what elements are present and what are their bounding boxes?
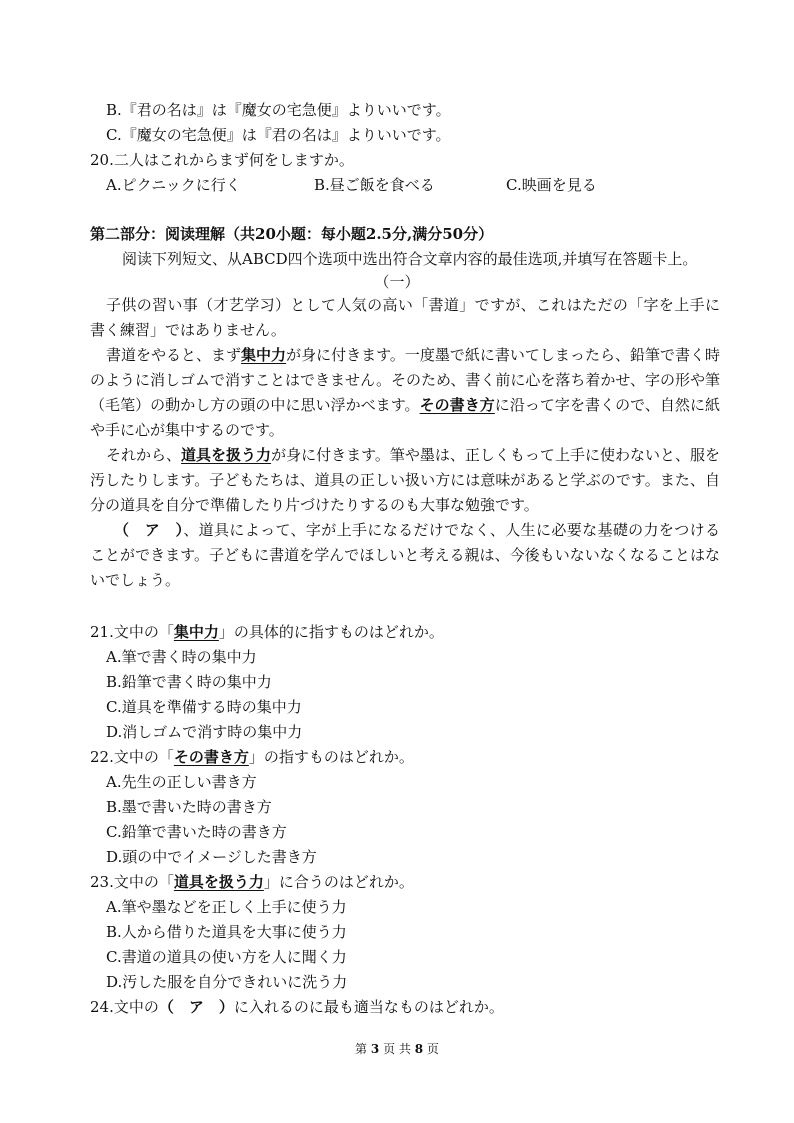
passage-paragraph-2 — [90, 343, 720, 443]
blank-a: （ ア ） — [158, 998, 234, 1016]
q20-option-c: C.映画を見る — [506, 176, 597, 194]
text-run: が身に付きます。筆や墨は、正しくもって上手に使わないと、服を汚したりします。子どもたちは、道具の正しい扱い方には意味があると学ぶのです。また、自分の道具を自分で準備したり片づけたりするのも大事な勉強です。 — [90, 446, 720, 514]
q23-stem — [90, 870, 414, 895]
passage-paragraph-3 — [90, 443, 720, 518]
text-run: 22.文中の「 — [90, 748, 174, 766]
text-run: に入れるのに最も適当なものはどれか。 — [233, 998, 504, 1016]
underlined-term-concentration: 集中力 — [241, 346, 287, 364]
q22-option-b: B.墨で書いた時の書き方 — [106, 798, 272, 816]
section-title: 第二部分：阅读理解（共20小题：每小题2.5分,满分50分） — [90, 225, 494, 243]
underlined-term: 道具を扱う力 — [173, 873, 264, 891]
passage-paragraph-4 — [90, 518, 720, 593]
q21-option-d: D.消しゴムで消す時の集中力 — [106, 723, 303, 741]
text-run: 23.文中の「 — [90, 873, 174, 891]
text-run: 21.文中の「 — [90, 623, 174, 641]
q23-option-c: C.書道の道具の使い方を人に聞く力 — [106, 948, 347, 966]
q20-stem: 20.二人はこれからまず何をしますか。 — [90, 151, 354, 169]
q20-options — [106, 173, 597, 198]
q23-option-d: D.汚した服を自分できれいに洗う力 — [106, 973, 348, 991]
q19-option-b: B.『君の名は』は『魔女の宅急便』よりいいです。 — [106, 101, 451, 119]
q22-option-d: D.頭の中でイメージした書き方 — [106, 848, 317, 866]
q23-option-b: B.人から借りた道具を大事に使う力 — [106, 923, 347, 941]
text-run: 」の指すものはどれか。 — [248, 748, 414, 766]
underlined-term-writing-style: その書き方 — [419, 396, 495, 414]
q22-option-a: A.先生の正しい書き方 — [106, 773, 257, 791]
underlined-term: その書き方 — [173, 748, 249, 766]
blank-a: （ ア ） — [114, 521, 184, 539]
passage-paragraph-1: 子供の習い事（才艺学习）として人気の高い「書道」ですが、これはただの「字を上手に書く練習」ではありません。 — [90, 296, 720, 339]
underlined-term-tool-handling: 道具を扱う力 — [181, 446, 272, 464]
q20-option-b: B.昼ご飯を食べる — [314, 176, 435, 194]
text-run: 書道をやると、まず — [106, 346, 242, 364]
passage-number: （一） — [374, 273, 420, 291]
footer-text: 页 — [426, 1042, 439, 1056]
text-run: 」に合うのはどれか。 — [263, 873, 414, 891]
total-pages: 8 — [414, 1042, 424, 1056]
page-number: 3 — [370, 1042, 380, 1056]
q21-option-c: C.道具を準備する時の集中力 — [106, 698, 302, 716]
q19-option-c: C.『魔女の宅急便』は『君の名は』よりいいです。 — [106, 126, 451, 144]
text-run: 24.文中の — [90, 998, 159, 1016]
section-instruction: 阅读下列短文、从ABCD四个选项中选出符合文章内容的最佳选项,并填写在答题卡上。 — [122, 250, 698, 268]
footer-text: 第 — [355, 1042, 368, 1056]
q21-stem — [90, 620, 444, 645]
q24-stem — [90, 995, 504, 1020]
q22-option-c: C.鉛筆で書いた時の書き方 — [106, 823, 287, 841]
passage — [90, 293, 720, 593]
footer-text: 页 共 — [383, 1042, 411, 1056]
text-run: 、道具によって、字が上手になるだけでなく、人生に必要な基礎の力をつけることができます。子どもに書道を学んでほしいと考える親は、今後もいないなくなることはないでしょう。 — [90, 521, 720, 589]
page-footer — [0, 1040, 794, 1057]
q23-option-a: A.筆や墨などを正しく上手に使う力 — [106, 898, 347, 916]
q22-stem — [90, 745, 414, 770]
text-run: それから、 — [106, 446, 182, 464]
q21-option-a: A.筆で書く時の集中力 — [106, 648, 257, 666]
text-run: に沿って字を書くので、自然に紙や手に心が集中するのです。 — [90, 396, 720, 439]
text-run: 」の具体的に指すものはどれか。 — [218, 623, 444, 641]
underlined-term: 集中力 — [173, 623, 219, 641]
q20-option-a: A.ピクニックに行く — [106, 176, 241, 194]
q21-option-b: B.鉛筆で書く時の集中力 — [106, 673, 272, 691]
text-run: が身に付きます。一度墨で紙に書いてしまったら、鉛筆で書く時のように消しゴムで消すことはできません。そのため、書く前に心を落ち着かせ、字の形や筆（毛笔）の動かし方の頭の中に思い浮かべます。 — [90, 346, 720, 414]
